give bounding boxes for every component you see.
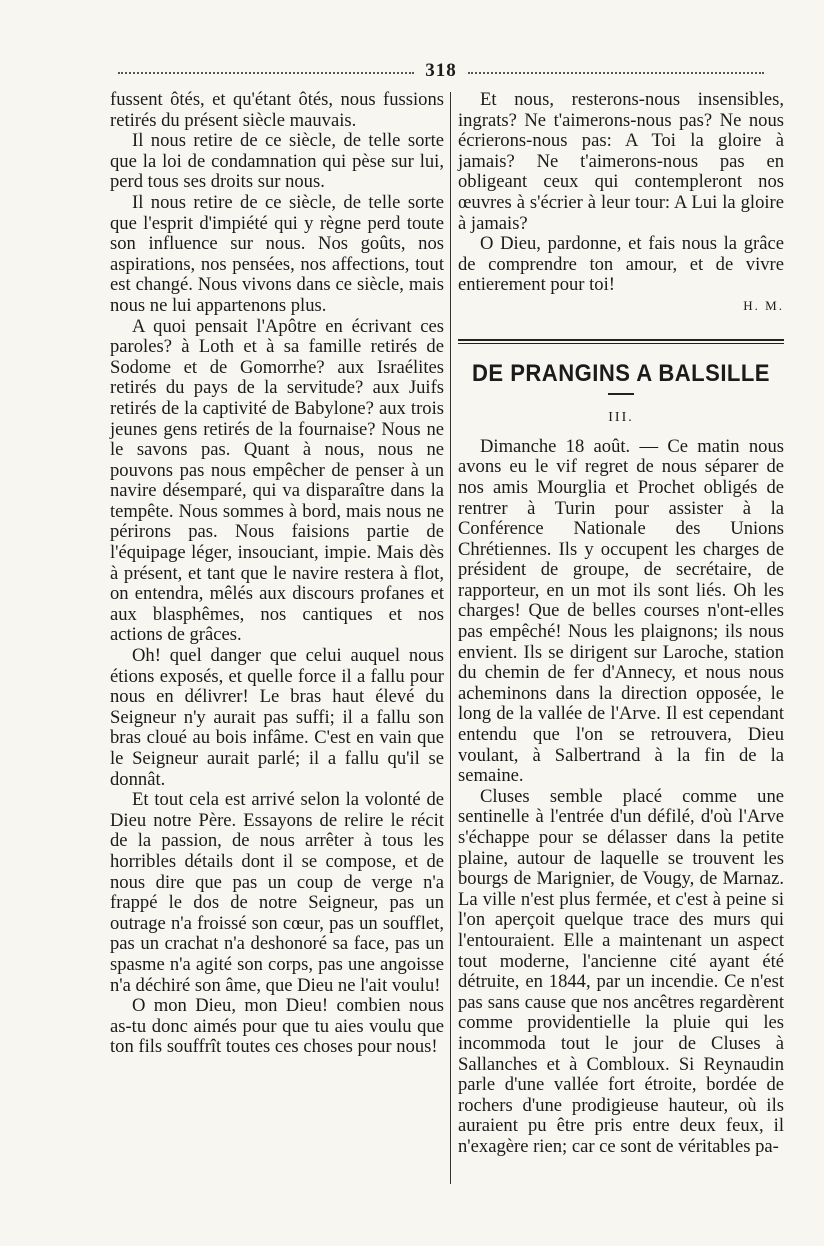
column-divider [450, 92, 451, 1184]
header-rule-right [468, 72, 764, 74]
left-column [110, 90, 444, 1058]
page-header [118, 60, 764, 84]
paragraph: Et tout cela est arrivé selon la volonté de Dieu notre Père. Essayons de relire le récit de la passion, de nous arrêter à tous les horribles détails dont il se compose, et de nous dire que pas un coup de verge n'a frappé le dos de notre Seigneur, pas un outrage n'a froissé son cœur, pas un soufflet, pas un crachat n'a deshonoré sa face, pas un spasme n'a agité son corps, pas une angoisse n'a déchiré son âme, que Dieu ne l'ait voulu! [110, 789, 444, 996]
article-title: DE PRANGINS A BALSILLE [472, 359, 770, 387]
paragraph: Et nous, resterons-nous insensibles, ingrats? Ne t'aimerons-nous pas? Ne nous écrierons-nous pas: A Toi la gloire à jamais? Ne t'aimerons-nous pas en obligeant ceux qui contempleront nos œuvres à s'écrier à leur tour: A Lui la gloire à jamais? [458, 89, 784, 234]
paragraph: A quoi pensait l'Apôtre en écrivant ces paroles? à Loth et à sa famille retirés de Sodome et de Gomorrhe? aux Israélites retirés du pays de la servitude? aux Juifs retirés de la captivité de Babylone? aux trois jeunes gens retirés de la fournaise? Nous ne le savons pas. Quant à nous, nous ne pouvons pas nous empêcher de penser à un navire désemparé, qui va disparaître dans la tempête. Nous sommes à bord, mais nous ne périrons pas. Nous faisions partie de l'équipage léger, insouciant, impie. Mais dès à présent, et tant que le navire restera à flot, on entendra, mêlés aux discours profanes et aux blasphêmes, nos cantiques et nos actions de grâces. [110, 315, 444, 646]
right-column [458, 90, 784, 1158]
header-rule-left [118, 72, 414, 74]
paragraph: O mon Dieu, mon Dieu! combien nous as-tu donc aimés pour que tu aies voulu que ton fils souffrît toutes ces choses pour nous! [110, 995, 444, 1058]
section-number: III. [608, 410, 634, 426]
article-separator [458, 339, 784, 344]
paragraph: Oh! quel danger que celui auquel nous étions exposés, et quelle force il a fallu pour nous en délivrer! Le bras haut élevé du Seigneur n'y aurait pas suffi; il a fallu son bras cloué au bois infâme. C'est en vain que le Seigneur aurait parlé; il a fallu qu'il se donnât. [110, 645, 444, 790]
paragraph: Il nous retire de ce siècle, de telle sorte que la loi de condamnation qui pèse sur lui, perd tous ses droits sur nous. [110, 130, 444, 193]
paragraph: fussent ôtés, et qu'étant ôtés, nous fussions retirés du présent siècle mauvais. [110, 89, 444, 131]
paragraph: Il nous retire de ce siècle, de telle sorte que l'esprit d'impiété qui y règne perd toute son influence sur nous. Nos goûts, nos aspirations, nos pensées, nos affections, tout est changé. Nous vivons dans ce siècle, mais nous ne lui appartenons plus. [110, 191, 444, 316]
paragraph: O Dieu, pardonne, et fais nous la grâce de comprendre ton amour, et de vivre entierement pour toi! [458, 233, 784, 296]
page-number: 318 [425, 60, 457, 81]
title-dash [458, 386, 784, 402]
paragraph: Dimanche 18 août. — Ce matin nous avons eu le vif regret de nous séparer de nos amis Mourglia et Prochet obligés de rentrer à Turin pour assister à la Conférence Nationale des Unions Chrétiennes. Ils y occupent les charges de président de groupe, de secrétaire, de rapporteur, en un mot ils sont liés. Oh les charges! Que de belles courses n'ont-elles pas empêché! Nous les plaignons; ils nous envient. Ils se dirigent sur Laroche, station du chemin de fer d'Annecy, et nous nous acheminons dans la direction opposée, le long de la vallée de l'Arve. Il est cependant entendu que l'on se retrouvera, Dieu voulant, à Salbertrand à la fin de la semaine. [458, 435, 784, 787]
author-signature: H. M. [743, 297, 784, 313]
paragraph: Cluses semble placé comme une sentinelle à l'entrée d'un défilé, d'où l'Arve s'échappe pour se délasser dans la petite plaine, autour de laquelle se trouvent les bourgs de Marignier, de Vougy, de Marnaz. La ville n'est plus fermée, et c'est à peine si l'on aperçoit quelque trace des murs qui l'entouraient. Elle a maintenant un aspect tout moderne, l'ancienne cité ayant été détruite, en 1844, par un incendie. Ce n'est pas sans cause que nos ancêtres regardèrent comme providentielle la pluie qui les incommoda tout le jour de Cluses à Sallanches et à Combloux. Si Reynaudin parle d'une vallée fort étroite, bordée de rochers d'une prodigieuse hauteur, où ils auraient pu être pris entre deux feux, il n'exagère rien; car ce sont de véritables pa- [458, 785, 784, 1157]
